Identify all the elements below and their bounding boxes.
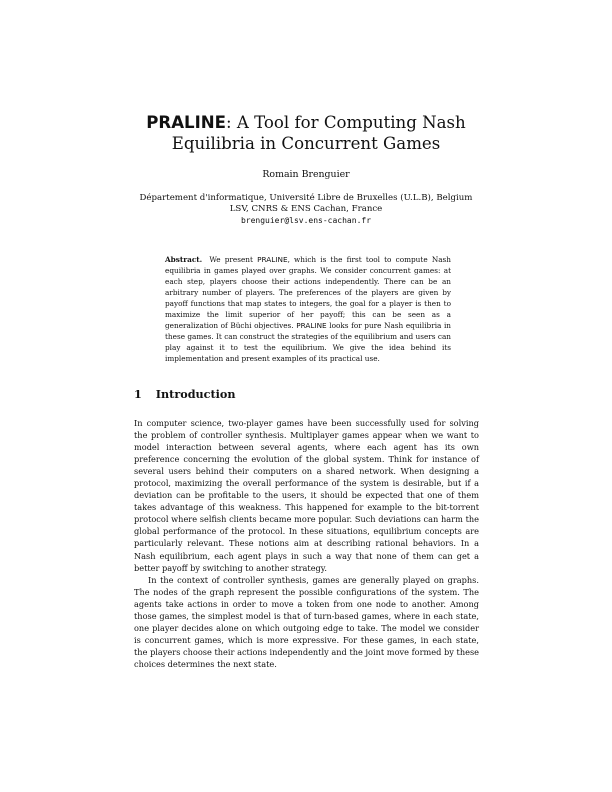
section-heading [134,387,235,401]
abstract-tool-name-2: PRALINE [296,321,327,331]
abstract-text-2: , which is the first tool to compute Nash equilibria in games played over graphs. We consider concurrent games: at each step, players choose their actions independently. There can be an arbitrary number of players. The preferences of the players are given by payoff functions that map states to integers, the goal for a player is then to maximize the limit superior of her payoff; this can be seen as a generalization of Büchi objectives. [165,255,451,331]
title-tool-name: PRALINE [146,113,227,132]
section-title: Introduction [155,387,236,401]
abstract-text-1: We present [209,255,258,264]
abstract-text-3: looks for pure Nash equilibria in these games. It can construct the strategies of the equilibrium and users can play against it to test the equilibrium. We give the idea behind its implementation and present examples of its practical use. [165,321,452,364]
abstract [165,254,451,364]
affiliation-block [100,193,512,226]
affiliation-line-1: Département d'informatique, Université Libre de Bruxelles (U.L.B), Belgium [139,193,473,203]
title-line2: Equilibria in Concurrent Games [171,134,441,153]
paragraph-1: In computer science, two-player games have been successfully used for solving the problem of controller synthesis. Multiplayer games appear when we want to model interaction between several agents, where each agent has its own preference concerning the evolution of the global system. Think for instance of several users behind their computers on a shared network. When designing a protocol, maximizing the overall performance of the system is desirable, but if a deviation can be profitable to the users, it should be expected that one of them takes advantage of this weakness. This happened for example to the bit-torrent protocol where selfish clients became more popular. Such deviations can harm the global performance of the protocol. In these situations, equilibrium concepts are particularly relevant. These notions aim at describing rational behaviors. In a Nash equilibrium, each agent plays in such a way that none of them can get a better payoff by switching to another strategy. [134,418,479,573]
paragraph-2: In the context of controller synthesis, games are generally played on graphs. The nodes of the graph represent the possible configurations of the system. The agents take actions in order to move a token from one node to another. Among those games, the simplest model is that of turn-based games, where in each state, one player decides alone on which outgoing edge to take. The model we consider is concurrent games, which is more expressive. For these games, in each state, the players choose their actions independently and the joint move formed by these choices determines the next state. [134,574,479,669]
paper-title [100,112,512,154]
abstract-label: Abstract. [165,255,203,264]
author-name: Romain Brenguier [262,169,350,180]
title-line1-rest: : A Tool for Computing Nash [226,113,466,132]
author-email: brenguier@lsv.ens-cachan.fr [240,216,372,225]
abstract-tool-name-1: PRALINE [257,255,288,264]
affiliation-line-2: LSV, CNRS & ENS Cachan, France [229,204,383,214]
section-body [134,417,479,670]
section-number: 1 [134,387,142,401]
